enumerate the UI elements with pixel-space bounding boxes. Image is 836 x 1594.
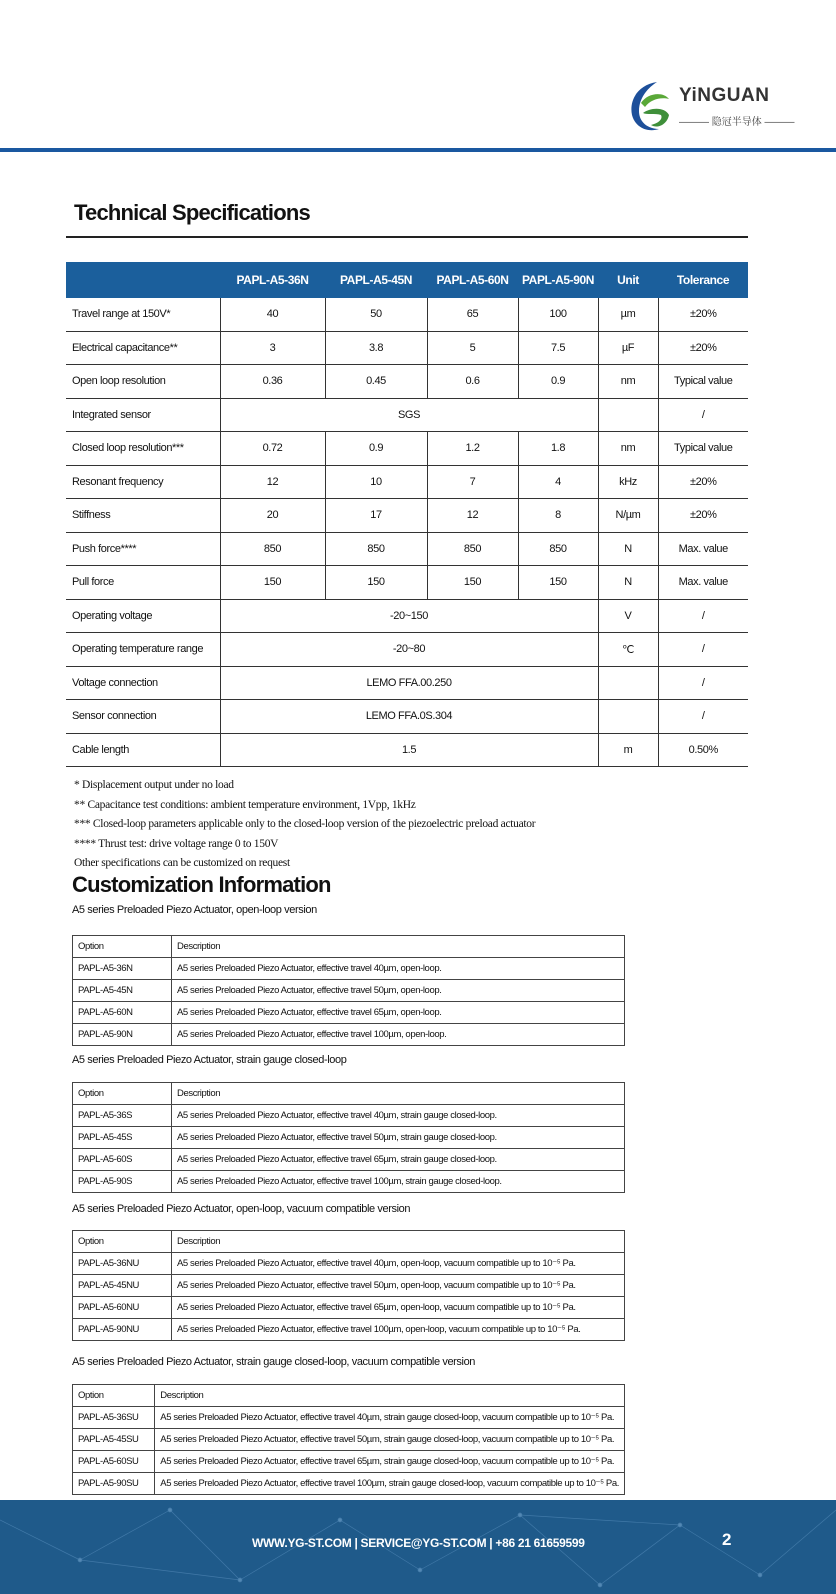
spec-row — [66, 365, 748, 399]
spec-row-label: Stiffness — [66, 499, 220, 533]
spec-value: 12 — [427, 499, 518, 533]
spec-unit: V — [598, 599, 658, 633]
spec-merged-value: 1.5 — [220, 733, 598, 767]
option-code: PAPL-A5-90SU — [73, 1473, 155, 1495]
spec-value: 150 — [325, 566, 427, 600]
spec-unit: nm — [598, 365, 658, 399]
spec-row-label: Voltage connection — [66, 666, 220, 700]
spec-unit: kHz — [598, 465, 658, 499]
spec-tolerance: Typical value — [658, 432, 748, 466]
spec-row — [66, 666, 748, 700]
spec-value: 100 — [518, 298, 598, 331]
spec-row-label: Operating voltage — [66, 599, 220, 633]
option-description: A5 series Preloaded Piezo Actuator, effective travel 100µm, strain gauge closed-loop, vacuum compatible up to 10⁻⁵ Pa. — [155, 1473, 625, 1495]
customization-subtitle: A5 series Preloaded Piezo Actuator, open-loop, vacuum compatible version — [72, 1203, 411, 1215]
spec-merged-value: -20~80 — [220, 633, 598, 667]
spec-merged-value: LEMO FFA.00.250 — [220, 666, 598, 700]
option-code: PAPL-A5-60S — [73, 1149, 172, 1171]
customization-row — [73, 1149, 625, 1171]
option-code: PAPL-A5-90NU — [73, 1319, 172, 1341]
option-code: PAPL-A5-60NU — [73, 1297, 172, 1319]
spec-row — [66, 633, 748, 667]
option-code: PAPL-A5-45N — [73, 980, 172, 1002]
spec-merged-value: LEMO FFA.0S.304 — [220, 700, 598, 734]
spec-value: 0.9 — [518, 365, 598, 399]
spec-unit — [598, 700, 658, 734]
customization-row — [73, 1407, 625, 1429]
spec-title: Technical Specifications — [74, 200, 310, 225]
option-code: PAPL-A5-60N — [73, 1002, 172, 1024]
customization-row — [73, 1275, 625, 1297]
logo-brand-text: YiNGUAN — [679, 85, 770, 106]
spec-row-label: Push force**** — [66, 532, 220, 566]
spec-value: 0.45 — [325, 365, 427, 399]
spec-row — [66, 566, 748, 600]
spec-row — [66, 398, 748, 432]
option-description: A5 series Preloaded Piezo Actuator, effective travel 65µm, open-loop. — [172, 1002, 625, 1024]
spec-tolerance: / — [658, 666, 748, 700]
spec-value: 40 — [220, 298, 325, 331]
spec-value: 50 — [325, 298, 427, 331]
spec-unit — [598, 398, 658, 432]
spec-row — [66, 432, 748, 466]
option-description: A5 series Preloaded Piezo Actuator, effective travel 100µm, open-loop. — [172, 1024, 625, 1046]
spec-row — [66, 599, 748, 633]
spec-header-cell: PAPL-A5-45N — [325, 262, 427, 298]
spec-value: 20 — [220, 499, 325, 533]
spec-value: 850 — [325, 532, 427, 566]
spec-tolerance: ±20% — [658, 331, 748, 365]
spec-row-label: Integrated sensor — [66, 398, 220, 432]
spec-value: 7.5 — [518, 331, 598, 365]
customization-row — [73, 1024, 625, 1046]
spec-tolerance: / — [658, 599, 748, 633]
spec-row-label: Closed loop resolution*** — [66, 432, 220, 466]
customization-row — [73, 1319, 625, 1341]
spec-tolerance: / — [658, 633, 748, 667]
option-description: A5 series Preloaded Piezo Actuator, effective travel 65µm, strain gauge closed-loop. — [172, 1149, 625, 1171]
option-code: PAPL-A5-36S — [73, 1105, 172, 1127]
footer — [0, 1500, 836, 1594]
option-code: PAPL-A5-45SU — [73, 1429, 155, 1451]
spec-tolerance: / — [658, 700, 748, 734]
option-code: PAPL-A5-36SU — [73, 1407, 155, 1429]
customization-table — [72, 1230, 625, 1341]
spec-row — [66, 733, 748, 767]
spec-header-cell: Unit — [598, 262, 658, 298]
customization-table — [72, 1384, 625, 1495]
spec-unit: N — [598, 566, 658, 600]
spec-tolerance: ±20% — [658, 465, 748, 499]
customization-subtitle: A5 series Preloaded Piezo Actuator, strain gauge closed-loop, vacuum compatible version — [72, 1356, 476, 1368]
option-code: PAPL-A5-45S — [73, 1127, 172, 1149]
customization-table — [72, 935, 625, 1046]
spec-header-cell: Tolerance — [658, 262, 748, 298]
spec-row — [66, 298, 748, 331]
spec-tolerance: Max. value — [658, 566, 748, 600]
spec-unit: m — [598, 733, 658, 767]
customization-header-cell: Option — [73, 936, 172, 958]
company-logo — [627, 75, 795, 135]
spec-tolerance: ±20% — [658, 298, 748, 331]
spec-unit: N — [598, 532, 658, 566]
option-description: A5 series Preloaded Piezo Actuator, effective travel 50µm, open-loop. — [172, 980, 625, 1002]
footnote: Other specifications can be customized on request — [74, 857, 290, 869]
customization-header-row — [73, 1385, 625, 1407]
option-description: A5 series Preloaded Piezo Actuator, effective travel 65µm, strain gauge closed-loop, vacuum compatible up to 10⁻⁵ Pa. — [155, 1451, 625, 1473]
spec-tolerance: 0.50% — [658, 733, 748, 767]
customization-row — [73, 1171, 625, 1193]
spec-value: 0.9 — [325, 432, 427, 466]
option-description: A5 series Preloaded Piezo Actuator, effective travel 40µm, strain gauge closed-loop, vacuum compatible up to 10⁻⁵ Pa. — [155, 1407, 625, 1429]
spec-unit — [598, 666, 658, 700]
spec-unit: N/µm — [598, 499, 658, 533]
spec-unit: µF — [598, 331, 658, 365]
header-rule — [0, 148, 836, 152]
option-code: PAPL-A5-90S — [73, 1171, 172, 1193]
spec-row-label: Travel range at 150V* — [66, 298, 220, 331]
spec-row-label: Electrical capacitance** — [66, 331, 220, 365]
spec-value: 3 — [220, 331, 325, 365]
option-description: A5 series Preloaded Piezo Actuator, effective travel 40µm, open-loop, vacuum compatible up to 10⁻⁵ Pa. — [172, 1253, 625, 1275]
option-code: PAPL-A5-36N — [73, 958, 172, 980]
spec-value: 850 — [220, 532, 325, 566]
spec-value: 65 — [427, 298, 518, 331]
spec-merged-value: SGS — [220, 398, 598, 432]
spec-row — [66, 532, 748, 566]
spec-value: 850 — [518, 532, 598, 566]
spec-row-label: Sensor connection — [66, 700, 220, 734]
logo-swirl-icon — [627, 79, 673, 133]
option-code: PAPL-A5-60SU — [73, 1451, 155, 1473]
customization-table — [72, 1082, 625, 1193]
customization-header-cell: Description — [172, 1231, 625, 1253]
spec-value: 150 — [220, 566, 325, 600]
spec-row-label: Operating temperature range — [66, 633, 220, 667]
option-description: A5 series Preloaded Piezo Actuator, effective travel 100µm, open-loop, vacuum compatible up to 10⁻⁵ Pa. — [172, 1319, 625, 1341]
spec-tolerance: Typical value — [658, 365, 748, 399]
spec-unit: ℃ — [598, 633, 658, 667]
spec-table — [66, 262, 748, 767]
option-code: PAPL-A5-90N — [73, 1024, 172, 1046]
spec-unit: µm — [598, 298, 658, 331]
spec-value: 850 — [427, 532, 518, 566]
customization-header-cell: Description — [155, 1385, 625, 1407]
customization-header-row — [73, 1083, 625, 1105]
option-description: A5 series Preloaded Piezo Actuator, effective travel 40µm, strain gauge closed-loop. — [172, 1105, 625, 1127]
customization-header-row — [73, 936, 625, 958]
customization-header-cell: Description — [172, 936, 625, 958]
footnote: ** Capacitance test conditions: ambient temperature environment, 1Vpp, 1kHz — [74, 798, 416, 811]
spec-tolerance: / — [658, 398, 748, 432]
spec-value: 17 — [325, 499, 427, 533]
spec-value: 12 — [220, 465, 325, 499]
customization-header-cell: Option — [73, 1231, 172, 1253]
logo-subtitle: ——— 隐冠半导体 ——— — [679, 117, 795, 128]
customization-title: Customization Information — [72, 872, 331, 897]
customization-row — [73, 1127, 625, 1149]
footer-contact: WWW.YG-ST.COM | SERVICE@YG-ST.COM | +86 21 61659599 — [252, 1536, 585, 1550]
customization-row — [73, 1429, 625, 1451]
spec-row-label: Cable length — [66, 733, 220, 767]
customization-row — [73, 1105, 625, 1127]
spec-merged-value: -20~150 — [220, 599, 598, 633]
page-number: 2 — [722, 1530, 732, 1549]
spec-row-label: Open loop resolution — [66, 365, 220, 399]
customization-subtitle: A5 series Preloaded Piezo Actuator, open-loop version — [72, 904, 317, 916]
spec-value: 8 — [518, 499, 598, 533]
customization-row — [73, 1297, 625, 1319]
spec-value: 1.8 — [518, 432, 598, 466]
customization-row — [73, 1451, 625, 1473]
spec-value: 4 — [518, 465, 598, 499]
customization-header-cell: Option — [73, 1385, 155, 1407]
spec-value: 0.72 — [220, 432, 325, 466]
customization-header-row — [73, 1231, 625, 1253]
customization-row — [73, 1002, 625, 1024]
customization-row — [73, 1473, 625, 1495]
footnote: * Displacement output under no load — [74, 779, 234, 791]
customization-header-cell: Description — [172, 1083, 625, 1105]
spec-header-cell: PAPL-A5-90N — [518, 262, 598, 298]
option-description: A5 series Preloaded Piezo Actuator, effective travel 65µm, open-loop, vacuum compatible up to 10⁻⁵ Pa. — [172, 1297, 625, 1319]
spec-header-cell: PAPL-A5-36N — [220, 262, 325, 298]
footnotes — [74, 776, 535, 874]
option-code: PAPL-A5-36NU — [73, 1253, 172, 1275]
spec-tolerance: Max. value — [658, 532, 748, 566]
spec-value: 150 — [518, 566, 598, 600]
customization-row — [73, 958, 625, 980]
spec-value: 7 — [427, 465, 518, 499]
spec-value: 1.2 — [427, 432, 518, 466]
spec-row-label: Pull force — [66, 566, 220, 600]
option-description: A5 series Preloaded Piezo Actuator, effective travel 50µm, strain gauge closed-loop. — [172, 1127, 625, 1149]
spec-header-cell: PAPL-A5-60N — [427, 262, 518, 298]
customization-row — [73, 1253, 625, 1275]
spec-value: 0.36 — [220, 365, 325, 399]
title-underline — [66, 236, 748, 238]
customization-subtitle: A5 series Preloaded Piezo Actuator, strain gauge closed-loop — [72, 1054, 347, 1066]
option-description: A5 series Preloaded Piezo Actuator, effective travel 40µm, open-loop. — [172, 958, 625, 980]
option-code: PAPL-A5-45NU — [73, 1275, 172, 1297]
spec-tolerance: ±20% — [658, 499, 748, 533]
spec-unit: nm — [598, 432, 658, 466]
customization-header-cell: Option — [73, 1083, 172, 1105]
spec-value: 0.6 — [427, 365, 518, 399]
spec-value: 10 — [325, 465, 427, 499]
option-description: A5 series Preloaded Piezo Actuator, effective travel 50µm, strain gauge closed-loop, vacuum compatible up to 10⁻⁵ Pa. — [155, 1429, 625, 1451]
spec-header-cell — [66, 262, 220, 298]
spec-row — [66, 700, 748, 734]
footnote: *** Closed-loop parameters applicable only to the closed-loop version of the piezoelectric preload actuator — [74, 818, 536, 830]
spec-row — [66, 465, 748, 499]
spec-value: 150 — [427, 566, 518, 600]
option-description: A5 series Preloaded Piezo Actuator, effective travel 100µm, strain gauge closed-loop. — [172, 1171, 625, 1193]
option-description: A5 series Preloaded Piezo Actuator, effective travel 50µm, open-loop, vacuum compatible up to 10⁻⁵ Pa. — [172, 1275, 625, 1297]
spec-value: 3.8 — [325, 331, 427, 365]
spec-value: 5 — [427, 331, 518, 365]
spec-row-label: Resonant frequency — [66, 465, 220, 499]
spec-row — [66, 499, 748, 533]
spec-row — [66, 331, 748, 365]
footnote: **** Thrust test: drive voltage range 0 to 150V — [74, 837, 279, 850]
customization-row — [73, 980, 625, 1002]
